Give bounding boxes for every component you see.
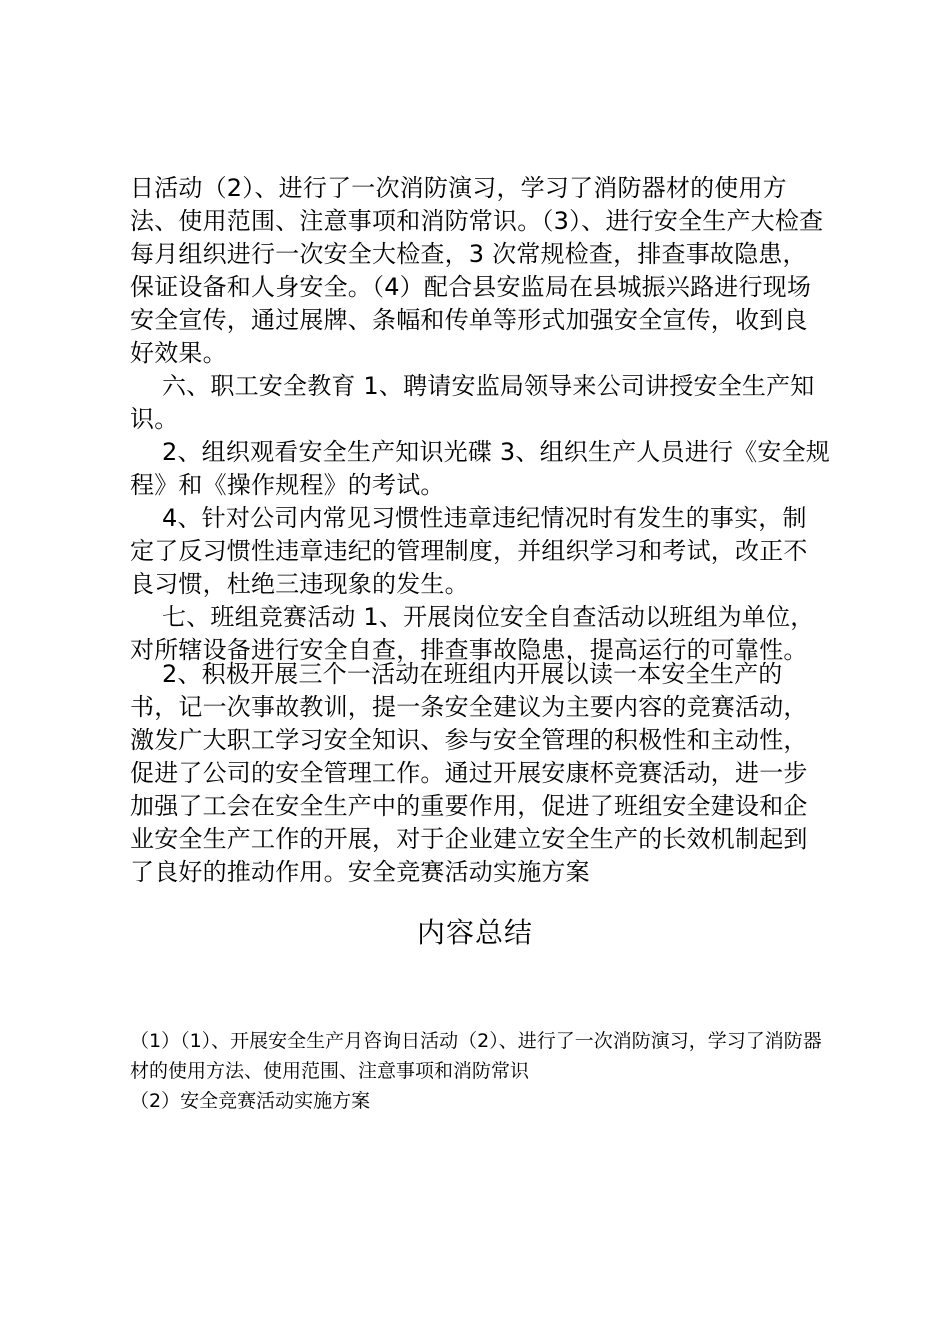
summary-list bbox=[130, 1026, 830, 1116]
body-text-bottom bbox=[130, 658, 830, 889]
paragraph: 4、针对公司内常见习惯性违章违纪情况时有发生的事实，制定了反习惯性违章违纪的管理制度，并组织学习和考试，改正不良习惯，杜绝三违现象的发生。 bbox=[130, 504, 808, 598]
paragraph: 2、积极开展三个一活动在班组内开展以读一本安全生产的书，记一次事故教训，提一条安全建议为主要内容的竞赛活动，激发广大职工学习安全知识、参与安全管理的积极性和主动性，促进了公司的安全管理工作。通过开展安康杯竞赛活动，进一步加强了工会在安全生产中的重要作用，促进了班组安全建设和企业安全生产工作的开展，对于企业建立安全生产的长效机制起到了良好的推动作用。安全竞赛活动实施方案 bbox=[130, 660, 808, 886]
summary-item: （2）安全竞赛活动实施方案 bbox=[130, 1090, 371, 1112]
paragraph: 日活动（2）、进行了一次消防演习，学习了消防器材的使用方法、使用范围、注意事项和消防常识。（3）、进行安全生产大检查每月组织进行一次安全大检查，3 次常规检查，排查事故隐患，保证设备和人身安全。（4）配合县安监局在县城振兴路进行现场安全宣传，通过展牌、条幅和传单等形式加强安全宣传，收到良好效果。 bbox=[130, 174, 824, 367]
paragraph: 六、职工安全教育 1、聘请安监局领导来公司讲授安全生产知识。 bbox=[130, 372, 815, 433]
paragraph: 2、组织观看安全生产知识光碟 3、组织生产人员进行《安全规程》和《操作规程》的考试。 bbox=[130, 438, 830, 499]
paragraph: 七、班组竞赛活动 1、开展岗位安全自查活动以班组为单位，对所辖设备进行安全自查，排查事故隐患，提高运行的可靠性。 bbox=[130, 603, 815, 664]
body-text-top bbox=[130, 172, 830, 667]
summary-item: （1）（1）、开展安全生产月咨询日活动（2）、进行了一次消防演习，学习了消防器材的使用方法、使用范围、注意事项和消防常识 bbox=[130, 1030, 822, 1082]
summary-title: 内容总结 bbox=[416, 916, 533, 949]
